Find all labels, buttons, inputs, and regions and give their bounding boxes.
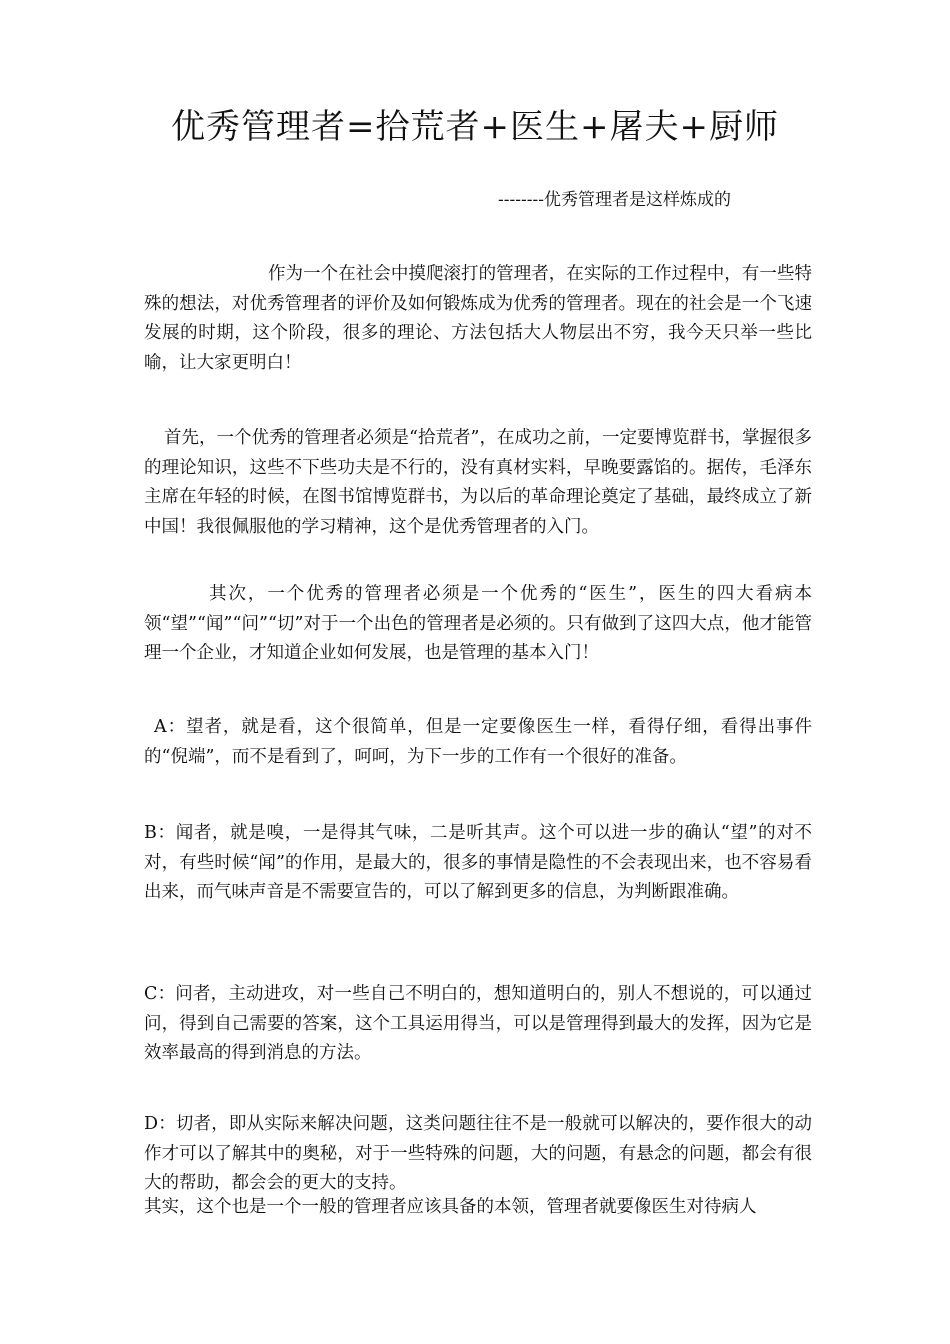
paragraph-intro: 作为一个在社会中摸爬滚打的管理者，在实际的工作过程中，有一些特殊的想法，对优秀管理者的评价及如何锻炼成为优秀的管理者。现在的社会是一个飞速发展的时期，这个阶段，很多的理论、方法包括大人物层出不穷，我今天只举一些比喻，让大家更明白！ [144, 264, 812, 373]
paragraph-a-look: A：望者，就是看，这个很简单，但是一定要像医生一样，看得仔细，看得出事件的“倪端”，而不是看到了，呵呵，为下一步的工作有一个很好的准备。 [144, 717, 812, 767]
document-subtitle: --------优秀管理者是这样炼成的 [498, 190, 731, 210]
paragraph-b-smell: B：闻者，就是嗅，一是得其气味，二是听其声。这个可以进一步的确认“望”的对不对，有些时候“闻”的作用，是最大的，很多的事情是隐性的不会表现出来，也不容易看出来，而气味声音是不需要宣告的，可以了解到更多的信息，为判断跟准确。 [144, 823, 812, 902]
paragraph-scavenger: 首先，一个优秀的管理者必须是“拾荒者”，在成功之前，一定要博览群书，掌握很多的理论知识，这些不下些功夫是不行的，没有真材实料，早晚要露馅的。据传，毛泽东主席在年轻的时候，在图书馆博览群书，为以后的革命理论奠定了基础，最终成立了新中国！我很佩服他的学习精神，这个是优秀管理者的入门。 [144, 428, 812, 537]
paragraph-c-ask: C：问者，主动进攻，对一些自己不明白的，想知道明白的，别人不想说的，可以通过问，得到自己需要的答案，这个工具运用得当，可以是管理得到最大的发挥，因为它是效率最高的得到消息的方法。 [144, 984, 812, 1063]
paragraph-d-feel: D：切者，即从实际来解决问题，这类问题往往不是一般就可以解决的，要作很大的动作才可以了解其中的奥秘，对于一些特殊的问题，大的问题，有悬念的问题，都会有很大的帮助，都会会的更大的支持。 [144, 1114, 812, 1193]
document-title: 优秀管理者=拾荒者+医生+屠夫+厨师 [171, 107, 779, 147]
paragraph-conclusion: 其实，这个也是一个一般的管理者应该具备的本领，管理者就要像医生对待病人 [144, 1197, 757, 1217]
paragraph-doctor: 其次，一个优秀的管理者必须是一个优秀的“医生”，医生的四大看病本领“望”“闻”“问”“切”对于一个出色的管理者是必须的。只有做到了这四大点，他才能管理一个企业，才知道企业如何发展，也是管理的基本入门！ [144, 584, 812, 663]
